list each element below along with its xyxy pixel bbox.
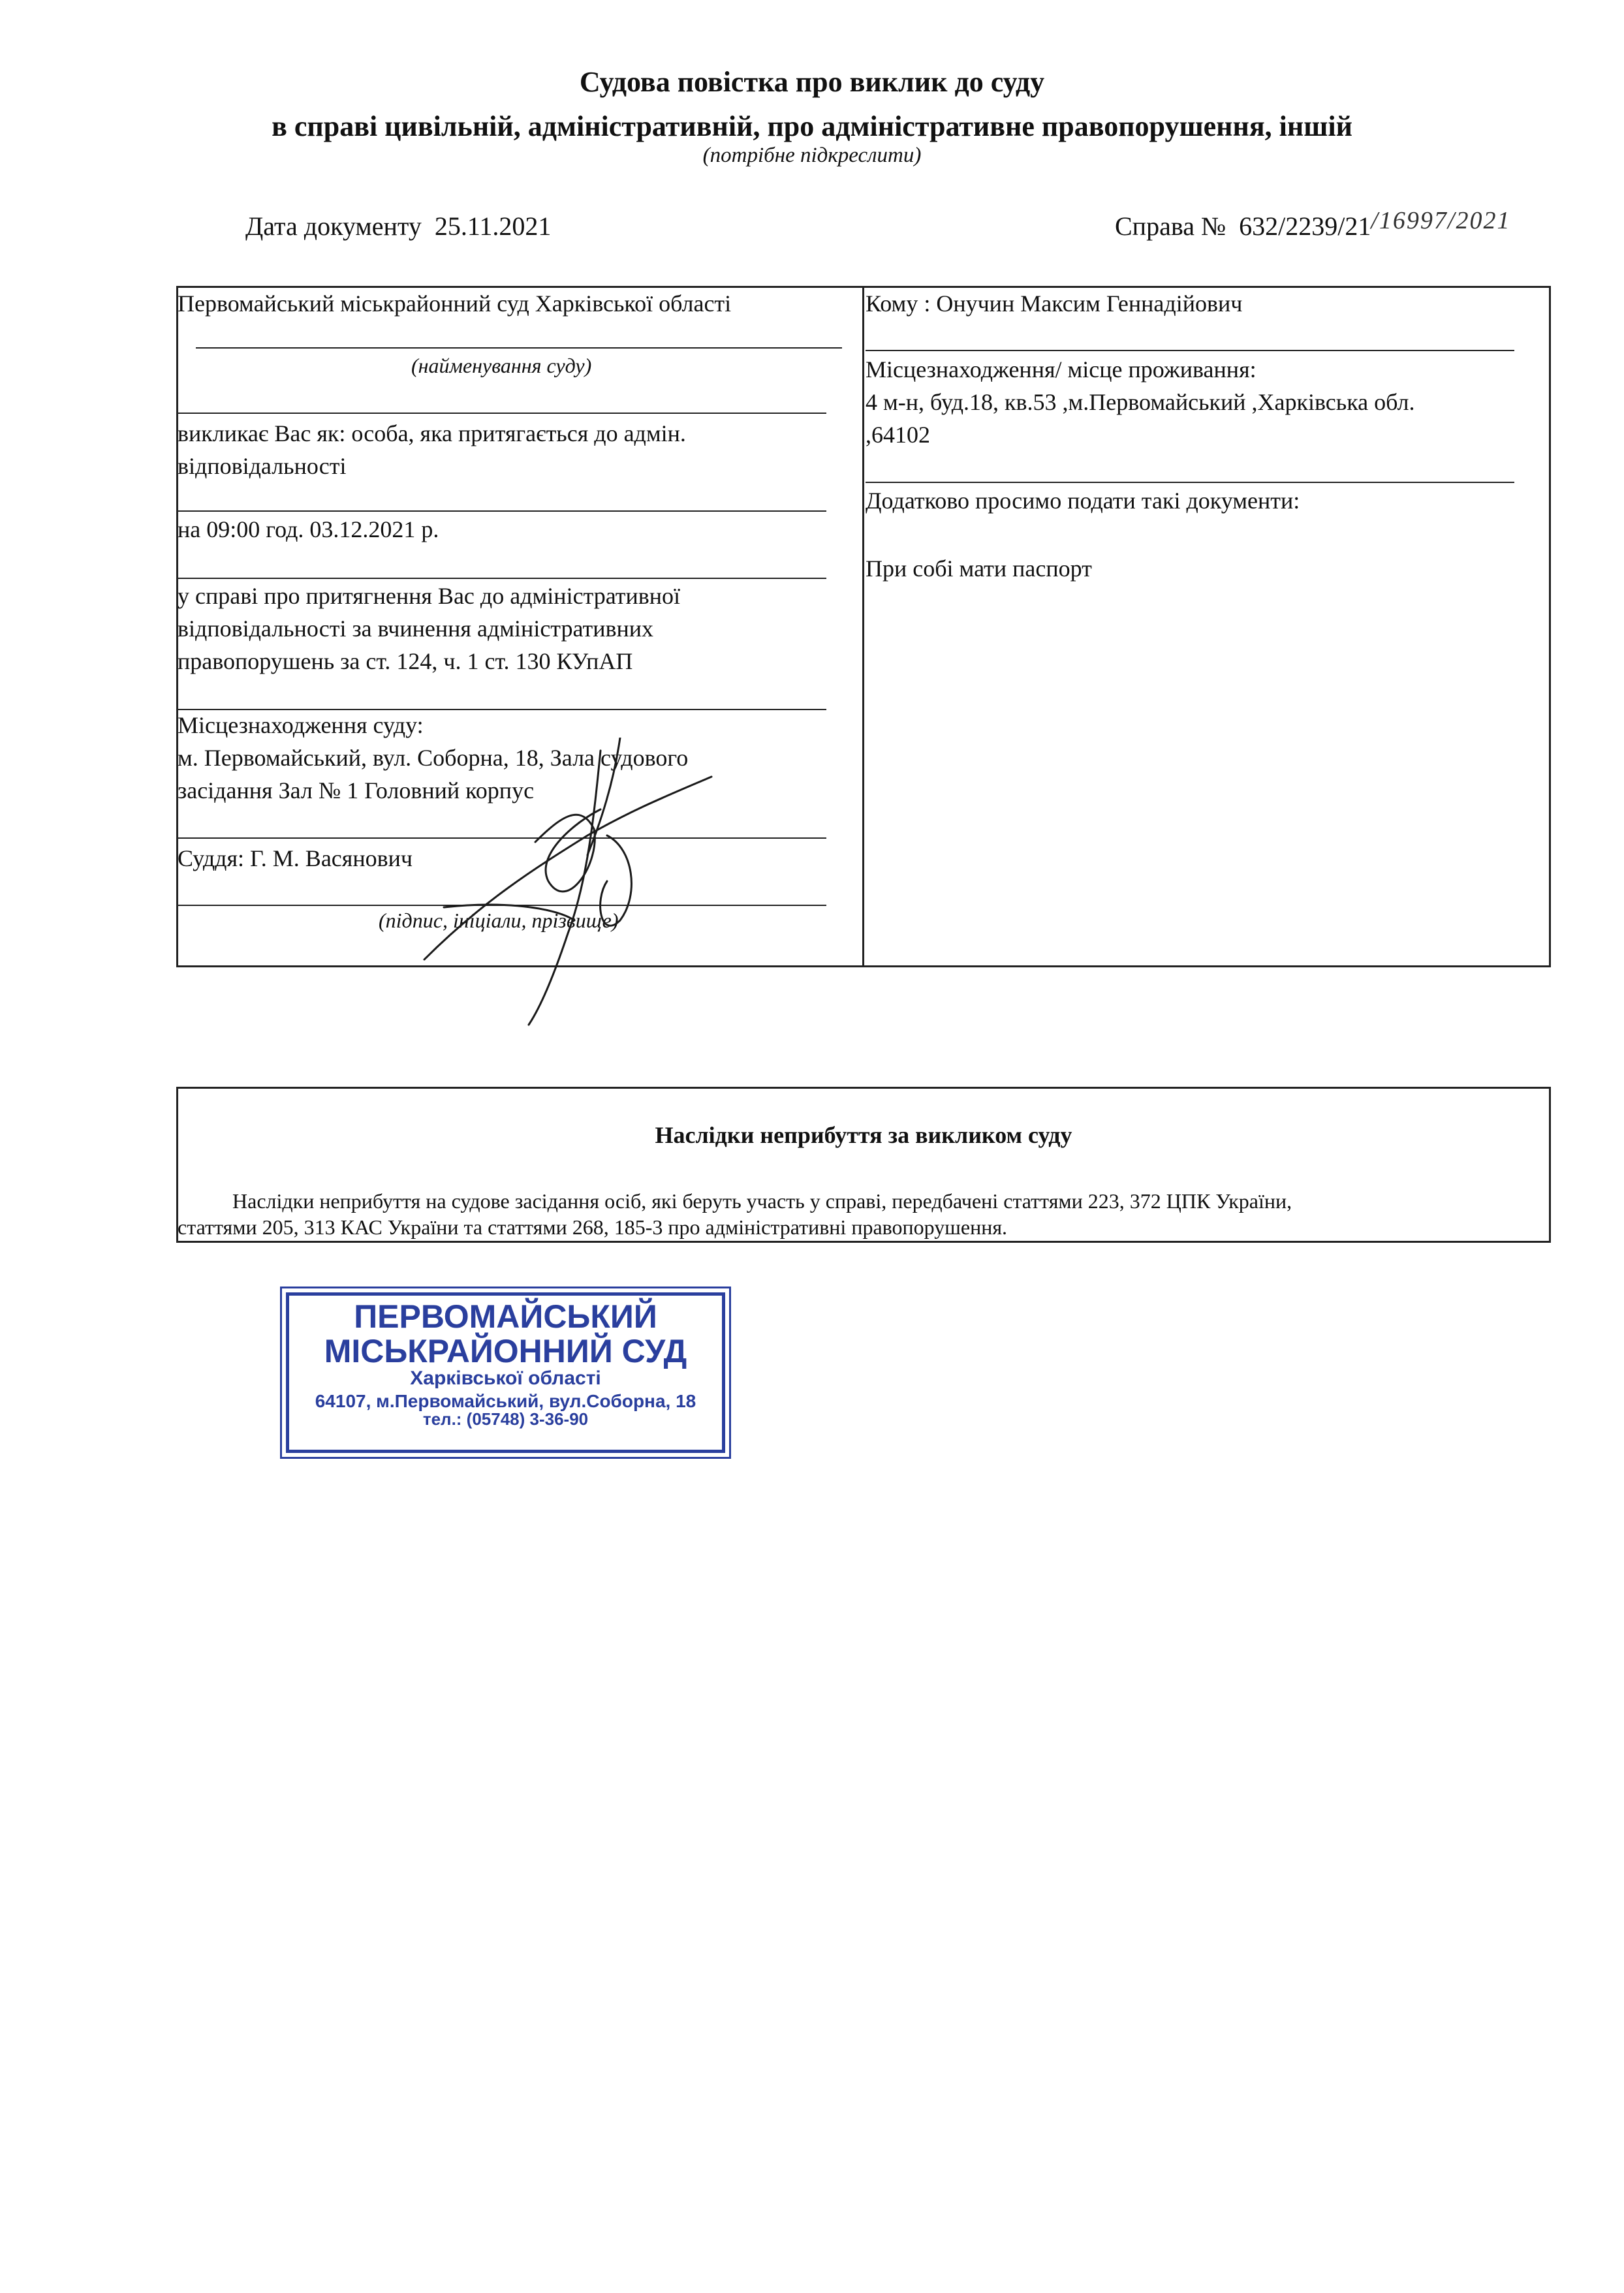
stamp-line: 64107, м.Первомайський, вул.Соборна, 18	[315, 1390, 696, 1411]
document-date	[245, 210, 551, 243]
handwritten-case-number: /16997/2021	[1371, 207, 1511, 234]
text-line: Місцезнаходження суду:	[178, 712, 424, 738]
consequences-title: Наслідки неприбуття за викликом суду	[655, 1122, 1072, 1148]
text-line: відповідальності за вчинення адміністративних	[178, 616, 654, 642]
title-line2: в справі цивільній, адміністративній, про адміністративне правопорушення, іншій	[272, 110, 1352, 142]
judge: Суддя: Г. М. Васянович	[178, 845, 413, 871]
consequences-line2: статтями 205, 313 КАС України та статтями 268, 185-3 про адміністративні правопорушення.	[178, 1215, 1008, 1239]
stamp-line: ПЕРВОМАЙСЬКИЙ	[354, 1298, 657, 1335]
stamp-line: тел.: (05748) 3-36-90	[422, 1409, 589, 1429]
stamp-line: Харківської області	[410, 1367, 601, 1389]
date-label: Дата документу	[245, 211, 422, 241]
recipient-address	[866, 353, 1415, 451]
text-line: викликає Вас як: особа, яка притягається до адмін.	[178, 420, 686, 446]
text-line: правопорушень за ст. 124, ч. 1 ст. 130 КУпАП	[178, 648, 633, 674]
stamp-line: МІСЬКРАЙОННИЙ СУД	[324, 1332, 687, 1369]
summons-as	[178, 417, 686, 482]
consequences-line1: Наслідки неприбуття на судове засідання осіб, які беруть участь у справі, передбачені статтями 223, 372 ЦПК України,	[232, 1189, 1292, 1213]
divider	[178, 413, 826, 414]
case-number-value: 632/2239/21	[1239, 211, 1371, 241]
underline-note: (потрібне підкреслити)	[702, 144, 922, 167]
text-line: 4 м-н, буд.18, кв.53 ,м.Первомайський ,Харківська обл.	[866, 389, 1415, 415]
text-line: відповідальності	[178, 453, 347, 479]
court-name: Первомайський міськрайонний суд Харківської області	[178, 290, 732, 317]
text-line: засідання Зал № 1 Головний корпус	[178, 777, 535, 803]
court-caption: (найменування суду)	[411, 354, 592, 377]
divider	[178, 578, 826, 579]
case-number	[1115, 207, 1511, 243]
divider	[866, 350, 1514, 351]
text-line: ,64102	[866, 422, 930, 448]
handwritten-signature	[405, 738, 770, 1038]
case-subject	[178, 580, 680, 678]
column-divider	[862, 286, 864, 967]
text-line: Місцезнаходження/ місце проживання:	[866, 356, 1257, 382]
text-line: у справі про притягнення Вас до адміністративної	[178, 583, 681, 609]
divider	[196, 347, 842, 349]
title-line1: Судова повістка про виклик до суду	[579, 66, 1045, 98]
bring-passport: При собі мати паспорт	[866, 555, 1092, 582]
divider	[178, 510, 826, 512]
signature-caption: (підпис, ініціали, прізвище)	[379, 909, 619, 932]
date-value: 25.11.2021	[434, 211, 552, 241]
court-stamp	[286, 1292, 725, 1453]
text-line: м. Первомайський, вул. Соборна, 18, Зала судового	[178, 745, 689, 771]
case-label: Справа №	[1115, 211, 1226, 241]
divider	[866, 482, 1514, 483]
documents-request: Додатково просимо подати такі документи:	[866, 488, 1300, 514]
hearing-time: на 09:00 год. 03.12.2021 р.	[178, 516, 439, 542]
recipient: Кому : Онучин Максим Геннадійович	[866, 290, 1243, 317]
